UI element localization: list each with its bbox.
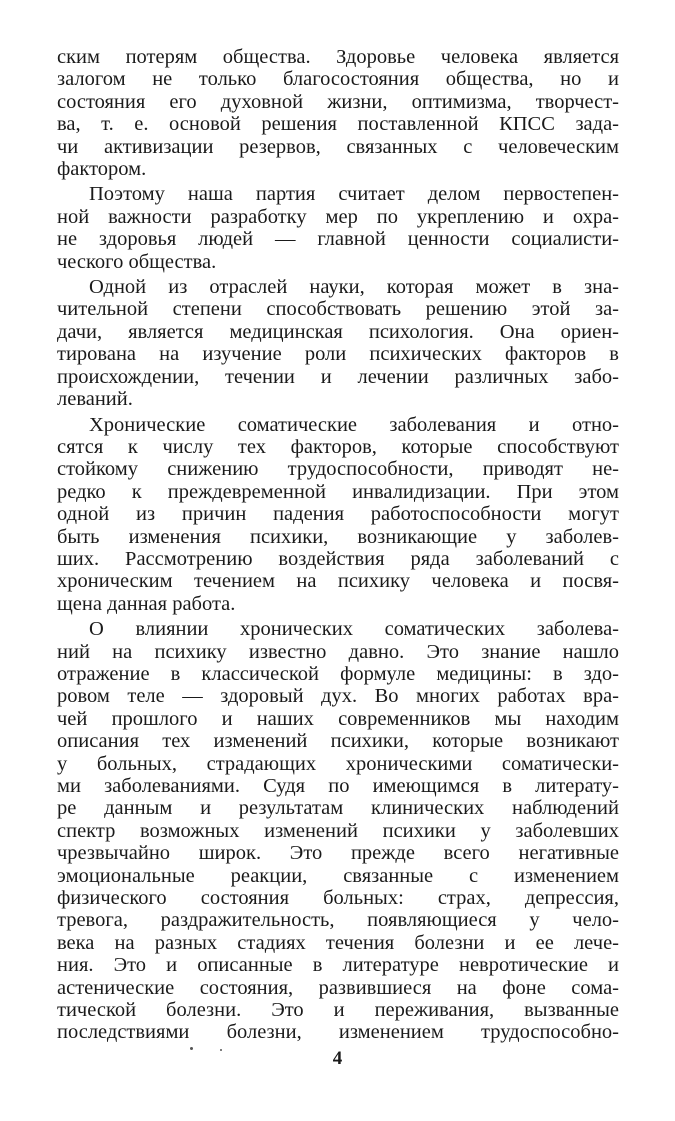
text-line: сятся к числу тех факторов, которые способствуют	[57, 435, 619, 458]
text-line: щена данная работа.	[57, 592, 236, 615]
text-line: Хронические соматические заболевания и отно-	[89, 413, 619, 436]
page-number: 4	[332, 1048, 343, 1069]
text-line: ре данным и результатам клинических наблюдений	[57, 797, 619, 820]
paragraph-5	[57, 618, 619, 1044]
text-line: тирована на изучение роли психических факторов в	[57, 343, 619, 366]
text-line: дачи, является медицинская психология. Она ориен-	[57, 320, 619, 343]
text-line: последствиями болезни, изменением трудоспособно-	[57, 1021, 619, 1044]
text-line: тревога, раздражительность, появляющиеся у чело-	[57, 909, 619, 932]
text-line: Одной из отраслей науки, которая может в зна-	[89, 276, 619, 299]
text-line: происхождении, течении и лечении различных забо-	[57, 365, 619, 388]
page-text	[57, 46, 619, 1044]
paragraph-3	[57, 276, 619, 410]
text-line: ровом теле — здоровый дух. Во многих работах вра-	[57, 685, 619, 708]
text-line: ческого общества.	[57, 250, 217, 273]
text-line: редко к преждевременной инвалидизации. При этом	[57, 480, 619, 503]
text-line: стойкому снижению трудоспособности, приводят не-	[57, 458, 619, 481]
text-line: не здоровья людей — главной ценности социалисти-	[57, 228, 619, 251]
paragraph-4	[57, 414, 619, 616]
text-line: века на разных стадиях течения болезни и ее лече-	[57, 931, 619, 954]
text-line: быть изменения психики, возникающие у заболев-	[57, 525, 619, 548]
text-line: чрезвычайно широк. Это прежде всего негативные	[57, 842, 619, 865]
text-line: чей прошлого и наших современников мы находим	[57, 707, 619, 730]
text-line: О влиянии хронических соматических заболева-	[89, 618, 619, 641]
text-line: ших. Рассмотрению воздействия ряда заболеваний с	[57, 547, 619, 570]
text-line: спектр возможных изменений психики у заболевших	[57, 819, 619, 842]
paragraph-1	[57, 46, 619, 180]
text-line: эмоциональные реакции, связанные с изменением	[57, 864, 619, 887]
text-line: хроническим течением на психику человека и посвя-	[57, 570, 619, 593]
text-line: ной важности разработку мер по укреплению и охра-	[57, 205, 619, 228]
text-line: отражение в классической формуле медицины: в здо-	[57, 662, 619, 685]
text-line: состояния его духовной жизни, оптимизма, творчест-	[57, 90, 619, 113]
text-line: ским потерям общества. Здоровье человека является	[57, 46, 619, 68]
text-line: ний на психику известно давно. Это знание нашло	[57, 640, 619, 663]
text-line: тической болезни. Это и переживания, вызванные	[57, 999, 619, 1022]
text-line: астенические состояния, развившиеся на фоне сома-	[57, 976, 619, 999]
text-line: описания тех изменений психики, которые возникают	[57, 730, 619, 753]
text-line: залогом не только благосостояния общества, но и	[57, 68, 619, 91]
text-line: леваний.	[57, 388, 133, 411]
text-line: чи активизации резервов, связанных с человеческим	[57, 135, 619, 158]
text-line: ми заболеваниями. Судя по имеющимся в литерату-	[57, 775, 619, 797]
text-line: Поэтому наша партия считает делом первостепен-	[89, 183, 619, 206]
text-line: физического состояния больных: страх, депрессия,	[57, 887, 619, 910]
text-line: у больных, страдающих хроническими соматически-	[57, 752, 619, 775]
text-line: ва, т. е. основой решения поставленной КПСС зада-	[57, 113, 619, 136]
text-line: одной из причин падения работоспособности могут	[57, 503, 619, 526]
text-line: фактором.	[57, 158, 147, 181]
paragraph-2	[57, 183, 619, 273]
text-line: чительной степени способствовать решению этой за-	[57, 298, 619, 321]
text-line: ния. Это и описанные в литературе невротические и	[57, 954, 619, 977]
